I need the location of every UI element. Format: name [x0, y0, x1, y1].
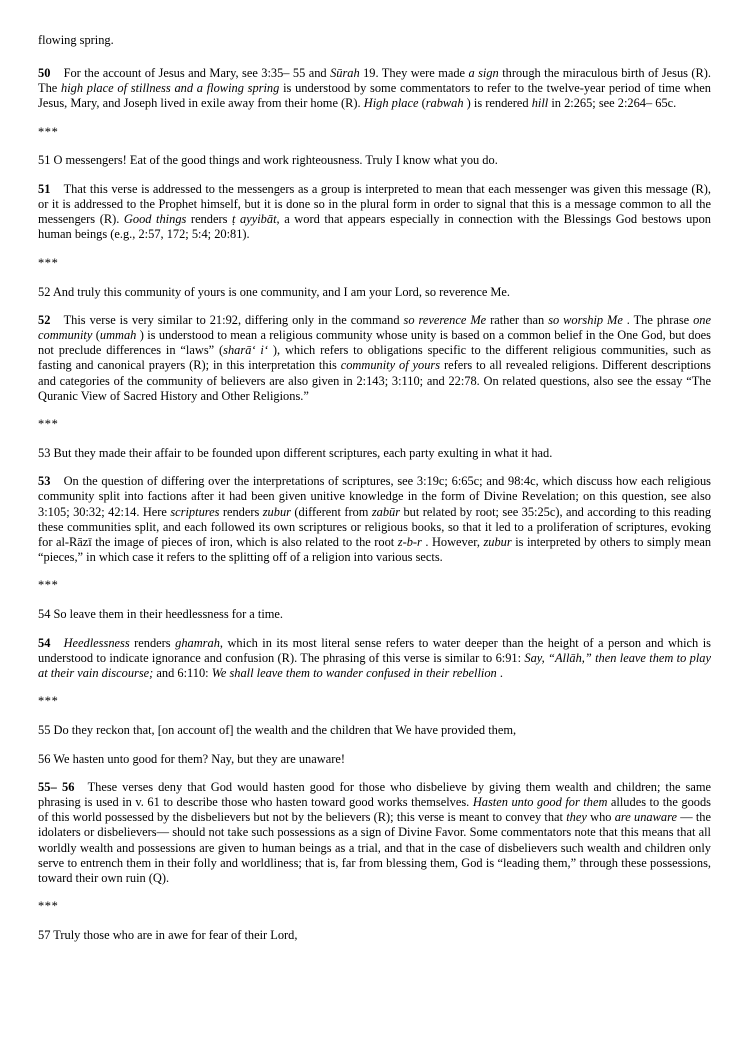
body-text: but related by root; see 35:25c), and according to this reading these communities split, and each followed its own scriptures or religious books, so that it led to a proliferation of scriptures, evoking for al-Rāzī the image of pieces of iron, which is also related to the root — [38, 504, 712, 549]
body-text: So leave them in their heedlessness for a time. — [53, 607, 284, 622]
carryover-line: flowing spring. — [38, 33, 114, 47]
body-text: is interpreted by others to simply mean “pieces,” in which case it refers to the splitting off of a religion into various sects. — [38, 534, 712, 564]
body-text: We hasten unto good for them? Nay, but they are unaware! — [53, 751, 345, 766]
emphasis-text: high place of stillness and a flowing spring — [61, 81, 280, 96]
emphasis-text: ummah — [99, 328, 137, 343]
commentary-number: 55– 56 — [38, 780, 75, 795]
number-text-gap — [51, 66, 64, 81]
emphasis-text: so reverence Me — [403, 313, 487, 328]
verse-line — [38, 607, 711, 622]
emphasis-text: one community — [38, 313, 711, 343]
body-text: This verse is very similar to 21:92, differing only in the command — [63, 313, 404, 328]
verse-line — [38, 928, 711, 943]
body-text: alludes to the goods of this world possessed by the disbelievers but not by the believers (R); this verse is meant to convey that — [38, 795, 711, 825]
body-text: , a word that appears especially in connection with the Blessings God bestows upon human beings (e.g., 2:57, 172; 5:4; 20:81). — [38, 212, 711, 242]
body-text: O messengers! Eat of the good things and work righteousness. Truly I know what you do. — [53, 153, 498, 168]
emphasis-text: zabūr — [371, 504, 401, 519]
verse-number: 52 — [38, 284, 51, 299]
body-text: But they made their affair to be founded upon different scriptures, each party exulting in what it had. — [53, 445, 553, 460]
body-text: is understood by some commentators to refer to the twelve-year period of time when Jesus, Mary, and Joseph lived in exile away from their home (R). — [38, 81, 711, 111]
commentary-paragraph — [38, 182, 711, 242]
emphasis-text: Heedlessness — [63, 635, 130, 650]
body-text: rather than — [486, 313, 549, 328]
number-text-gap — [75, 780, 88, 795]
emphasis-text: they — [566, 810, 587, 825]
verse-line — [38, 285, 711, 300]
commentary-number: 53 — [38, 474, 51, 489]
emphasis-text: Say, “Allāh,” then leave them to play at their vain discourse; — [38, 650, 711, 680]
body-text: ( — [92, 328, 100, 343]
emphasis-text: sharāʻ iʻ — [223, 343, 268, 358]
body-text: and 6:110: — [153, 665, 212, 680]
verse-number: 51 — [38, 153, 51, 168]
verse-number: 57 — [38, 927, 51, 942]
emphasis-text: are unaware — [614, 810, 677, 825]
emphasis-text: Good things — [123, 212, 187, 227]
section-separator: *** — [38, 255, 59, 270]
verse-number: 56 — [38, 751, 51, 766]
body-text: renders — [186, 212, 232, 227]
body-text: renders — [219, 504, 263, 519]
body-text: . The phrase — [622, 313, 694, 328]
commentary-paragraph — [38, 313, 711, 404]
verse-number: 53 — [38, 445, 51, 460]
page-content — [38, 33, 711, 957]
verse-line — [38, 446, 711, 461]
emphasis-text: zubur — [262, 504, 291, 519]
body-text: Do they reckon that, [on account of] the wealth and the children that We have provided them, — [53, 723, 517, 737]
emphasis-text: a sign — [468, 66, 499, 81]
number-text-gap — [51, 182, 64, 197]
commentary-number: 54 — [38, 635, 51, 650]
body-text: in 2:265; see 2:264– 65c. — [548, 96, 677, 111]
section-separator: *** — [38, 899, 59, 914]
emphasis-text: so worship Me — [548, 313, 623, 328]
commentary-number: 51 — [38, 182, 51, 197]
emphasis-text: High place — [363, 96, 419, 111]
emphasis-text: scriptures — [170, 504, 220, 519]
body-text: . — [496, 665, 503, 680]
body-text: And truly this community of yours is one community, and I am your Lord, so reverence Me. — [52, 284, 511, 299]
body-text: (different from — [290, 504, 372, 519]
body-text: , which in its most literal sense refers to water deeper than the height of a person and which is understood to indicate ignorance and confusion (R). The phrasing of this verse is similar to 6:91: — [38, 635, 711, 665]
commentary-paragraph — [38, 474, 711, 565]
commentary-number: 50 — [38, 66, 51, 81]
emphasis-text: We shall leave them to wander confused in their rebellion — [211, 665, 497, 680]
section-separator: *** — [38, 694, 59, 709]
commentary-blocks — [38, 66, 711, 943]
section-separator: *** — [38, 578, 59, 593]
body-text: That this verse is addressed to the messengers as a group is interpreted to mean that each messenger was given this message (R), or it is addressed to the Prophet himself, but it is done so in the plural form in order to signal that this is a message common to all the messengers (R). — [38, 182, 711, 227]
body-text: through the miraculous birth of Jesus (R). The — [38, 66, 712, 96]
body-text: ) is understood to mean a religious community whose unity is based on a common belief in the One God, but does not preclude differences in “laws” ( — [38, 328, 711, 358]
body-text: For the account of Jesus and Mary, see 3:35– 55 and — [63, 66, 331, 81]
section-separator: *** — [38, 417, 59, 432]
verse-line — [38, 723, 711, 738]
body-text: ), which refers to obligations specific to the different religious communities, such as fasting and canonical prayers (R); in this interpretation this — [38, 343, 711, 373]
emphasis-text: ghamrah — [175, 635, 220, 650]
verse-number: 54 — [38, 607, 51, 622]
number-text-gap — [51, 313, 64, 328]
body-text: ( — [418, 96, 426, 111]
body-text: 19. They were made — [359, 66, 469, 81]
body-text: . However, — [421, 534, 484, 549]
body-text: Truly those who are in awe for fear of their Lord, — [53, 927, 298, 942]
emphasis-text: community of yours — [340, 358, 441, 373]
body-text: renders — [129, 635, 176, 650]
section-separator: *** — [38, 124, 59, 139]
number-text-gap — [51, 474, 64, 489]
commentary-paragraph — [38, 780, 711, 886]
body-text: who — [586, 810, 615, 825]
number-text-gap — [51, 636, 64, 651]
commentary-number: 52 — [38, 313, 51, 328]
commentary-paragraph — [38, 66, 711, 111]
emphasis-text: rabwah — [425, 96, 464, 111]
verse-line — [38, 752, 711, 767]
body-text: These verses deny that God would hasten good for those who disbelieve by giving them wealth and children; the same phrasing is used in v. 61 to describe those who hasten toward good works themselves. — [38, 780, 711, 810]
emphasis-text: zubur — [483, 534, 512, 549]
verse-line — [38, 153, 711, 168]
body-text: refers to all revealed religions. Different descriptions and categories of the community of believers are also given in 2:143; 3:110; and 22:78. On related questions, also see the essay “The Quranic View of Sacred History and Other Religions.” — [38, 358, 712, 403]
body-text: On the question of differing over the interpretations of scriptures, see 3:19c; 6:65c; and 98:4c, which discuss how each religious community split into factions after it had been given unitive knowledge in the form of Divine Revelation; on this question, see also 3:105; 30:32; 42:14. Here — [38, 474, 711, 519]
emphasis-text: Hasten unto good for them — [472, 795, 608, 810]
commentary-paragraph — [38, 636, 711, 681]
emphasis-text: hill — [531, 96, 549, 111]
emphasis-text: z-b-r — [397, 534, 422, 549]
verse-number: 55 — [38, 723, 51, 737]
body-text: — the idolaters or disbelievers— should not take such possessions as a sign of Divine Favor. Some commentators note that this means that all worldly wealth and possessions are given to human beings as a trial, and that in the case of disbelievers such wealth and children only serve to entrench them in their folly and worldliness; that is, far from blessing them, God is “leading them,” through these possessions, toward their own ruin (Q). — [38, 810, 711, 885]
emphasis-text: ṭ ayyibāt — [232, 212, 277, 227]
emphasis-text: Sūrah — [330, 66, 360, 81]
body-text: ) is rendered — [463, 96, 532, 111]
